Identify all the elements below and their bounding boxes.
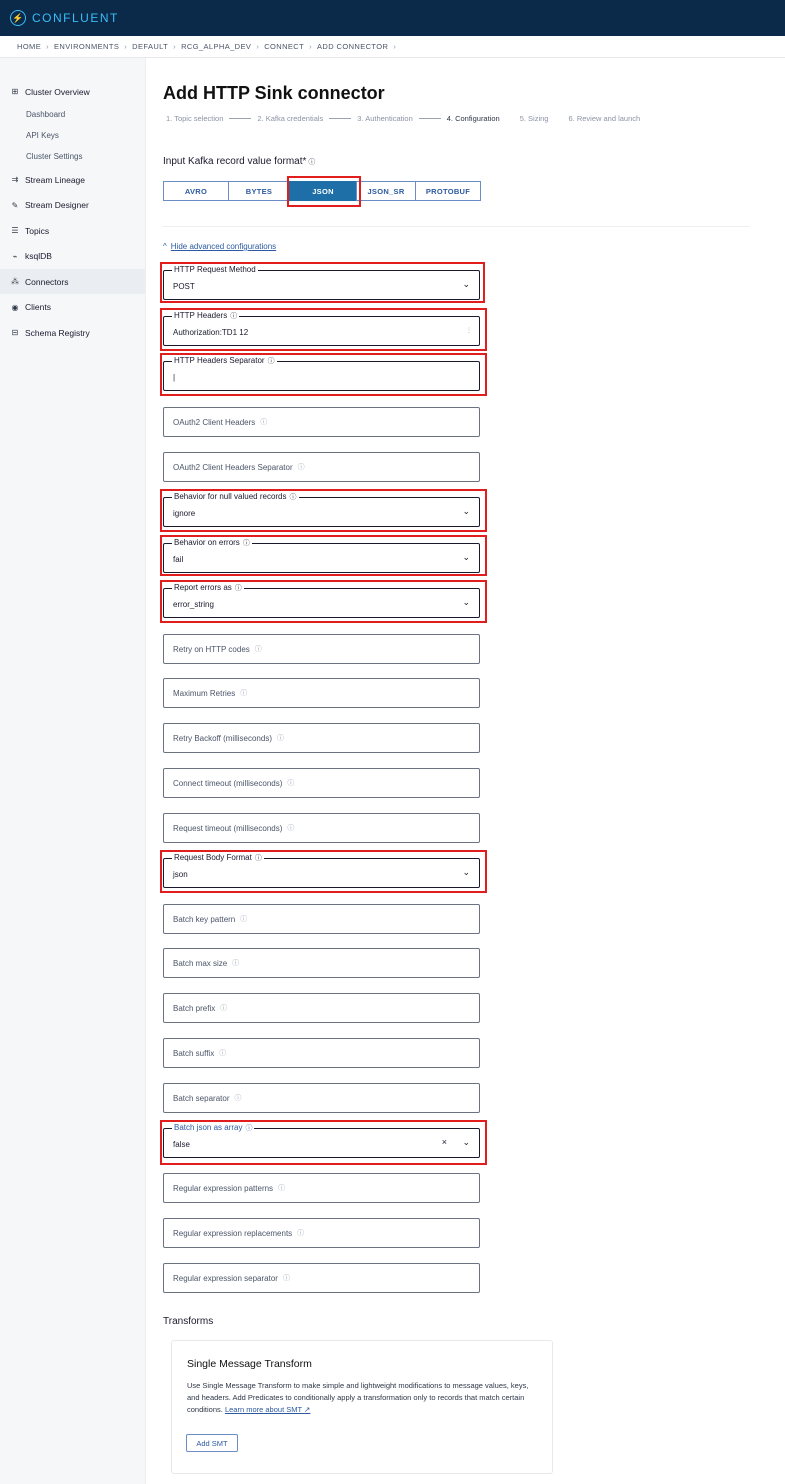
schema-icon: ⊟ bbox=[11, 328, 19, 338]
info-icon[interactable]: ⓘ bbox=[245, 1125, 253, 1132]
sidebar-item-clients[interactable] bbox=[0, 294, 145, 320]
batch-separator-input[interactable] bbox=[163, 1083, 480, 1113]
sidebar-item-label: Cluster Overview bbox=[25, 86, 90, 97]
field-value: json bbox=[173, 870, 188, 879]
breadcrumb-separator: › bbox=[393, 42, 397, 51]
sidebar-item-stream-lineage[interactable] bbox=[0, 167, 145, 193]
format-option-json-sr[interactable]: JSON_SR bbox=[356, 181, 416, 201]
behavior-null-values-select[interactable] bbox=[163, 492, 480, 527]
field-label: HTTP Request Method bbox=[174, 265, 256, 274]
info-icon[interactable]: ⓘ bbox=[219, 1050, 227, 1057]
batch-prefix-input[interactable] bbox=[163, 993, 480, 1023]
field-label: HTTP Headers Separator ⓘ bbox=[174, 356, 275, 365]
step-review-launch[interactable]: 6. Review and launch bbox=[568, 114, 641, 123]
field-label: Batch suffix ⓘ bbox=[173, 1048, 227, 1058]
info-icon[interactable]: ⓘ bbox=[297, 1230, 305, 1237]
request-timeout-input[interactable] bbox=[163, 813, 480, 843]
step-topic-selection[interactable]: 1. Topic selection bbox=[166, 114, 224, 123]
learn-more-smt-link[interactable]: Learn more about SMT ↗ bbox=[224, 1405, 311, 1414]
grid-icon: ⊞ bbox=[11, 87, 19, 97]
breadcrumb-separator: › bbox=[173, 42, 177, 51]
field-label: Retry Backoff (milliseconds) ⓘ bbox=[173, 733, 284, 743]
field-label: Request timeout (milliseconds) ⓘ bbox=[173, 823, 295, 833]
step-authentication[interactable]: 3. Authentication bbox=[357, 114, 413, 123]
pen-icon: ✎ bbox=[11, 200, 19, 210]
section-divider bbox=[163, 226, 749, 227]
step-connector bbox=[329, 118, 351, 119]
info-icon[interactable]: ⓘ bbox=[287, 825, 295, 832]
field-label: HTTP Headers ⓘ bbox=[174, 311, 238, 320]
regex-patterns-input[interactable] bbox=[163, 1173, 480, 1203]
chevron-down-icon[interactable]: ⌄ bbox=[462, 867, 470, 877]
info-icon[interactable]: ⓘ bbox=[278, 1185, 286, 1192]
breadcrumb-cluster[interactable]: RCG_ALPHA_DEV bbox=[181, 42, 252, 51]
ksqldb-icon: ⌁ bbox=[12, 251, 18, 261]
batch-key-pattern-input[interactable] bbox=[163, 904, 480, 934]
hide-advanced-link[interactable] bbox=[163, 242, 276, 251]
breadcrumb-separator: › bbox=[46, 42, 50, 51]
batch-suffix-input[interactable] bbox=[163, 1038, 480, 1068]
field-label: Regular expression replacements ⓘ bbox=[173, 1228, 305, 1238]
brand-name[interactable]: CONFLUENT bbox=[32, 11, 119, 25]
sidebar-item-label: Stream Designer bbox=[25, 200, 89, 211]
chevron-down-icon[interactable]: ⌄ bbox=[462, 506, 470, 516]
wizard-steps bbox=[166, 114, 640, 123]
info-icon[interactable]: ⓘ bbox=[260, 419, 268, 426]
sidebar-item-label: Clients bbox=[25, 302, 51, 313]
retry-on-http-codes-input[interactable] bbox=[163, 634, 480, 664]
field-value: error_string bbox=[173, 600, 214, 609]
info-icon[interactable]: ⓘ bbox=[234, 1095, 242, 1102]
step-connector bbox=[419, 118, 441, 119]
confluent-logo-icon[interactable]: ⚡ bbox=[10, 10, 26, 26]
field-label: Batch json as array ⓘ bbox=[174, 1123, 253, 1132]
smt-description bbox=[187, 1380, 539, 1416]
format-option-json[interactable]: JSON bbox=[289, 181, 357, 201]
info-icon[interactable]: ⓘ bbox=[220, 1005, 228, 1012]
field-label: Behavior for null valued records ⓘ bbox=[174, 492, 297, 501]
lineage-icon: ⇉ bbox=[11, 175, 19, 185]
breadcrumb-home[interactable]: HOME bbox=[17, 42, 42, 51]
breadcrumb-default[interactable]: DEFAULT bbox=[132, 42, 169, 51]
format-option-protobuf[interactable]: PROTOBUF bbox=[415, 181, 481, 201]
format-option-bytes[interactable]: BYTES bbox=[228, 181, 290, 201]
field-value: false bbox=[173, 1140, 190, 1149]
field-label: Report errors as ⓘ bbox=[174, 583, 242, 592]
chevron-down-icon[interactable]: ⌄ bbox=[462, 552, 470, 562]
field-value: ignore bbox=[173, 509, 196, 518]
connect-timeout-input[interactable] bbox=[163, 768, 480, 798]
sidebar-item-ksqldb[interactable] bbox=[0, 243, 145, 269]
add-smt-button[interactable]: Add SMT bbox=[186, 1434, 238, 1452]
info-icon[interactable]: ⓘ bbox=[234, 585, 242, 592]
field-label: Behavior on errors ⓘ bbox=[174, 538, 250, 547]
topics-icon: ☰ bbox=[11, 226, 19, 236]
sidebar-item-label: Topics bbox=[25, 225, 50, 236]
info-icon[interactable]: ⓘ bbox=[287, 780, 295, 787]
hide-advanced-label: Hide advanced configurations bbox=[170, 242, 277, 251]
report-errors-as-select[interactable] bbox=[163, 583, 480, 618]
info-icon[interactable]: ⓘ bbox=[230, 313, 238, 320]
sidebar-item-label: ksqlDB bbox=[25, 251, 52, 262]
field-label: Connect timeout (milliseconds) ⓘ bbox=[173, 778, 295, 788]
info-icon[interactable]: ⓘ bbox=[254, 646, 262, 653]
field-label: OAuth2 Client Headers ⓘ bbox=[173, 417, 268, 427]
external-link-icon: ↗ bbox=[304, 1405, 311, 1414]
breadcrumb-separator: › bbox=[256, 42, 260, 51]
page-title: Add HTTP Sink connector bbox=[163, 83, 385, 103]
info-icon[interactable]: ⓘ bbox=[267, 358, 275, 365]
sidebar-item-connectors[interactable] bbox=[0, 269, 145, 295]
http-request-method-select[interactable] bbox=[163, 265, 480, 300]
batch-json-as-array-select[interactable] bbox=[163, 1123, 480, 1158]
regex-separator-input[interactable] bbox=[163, 1263, 480, 1293]
sidebar-subitem-dashboard[interactable]: Dashboard bbox=[26, 110, 66, 120]
request-body-format-select[interactable] bbox=[163, 853, 480, 888]
step-kafka-credentials[interactable]: 2. Kafka credentials bbox=[257, 114, 324, 123]
step-sizing[interactable]: 5. Sizing bbox=[519, 114, 549, 123]
field-label: Batch key pattern ⓘ bbox=[173, 914, 248, 924]
batch-max-size-input[interactable] bbox=[163, 948, 480, 978]
field-value: fail bbox=[173, 555, 184, 564]
http-headers-input[interactable] bbox=[163, 311, 480, 346]
field-label: Regular expression patterns ⓘ bbox=[173, 1183, 286, 1193]
regex-replacements-input[interactable] bbox=[163, 1218, 480, 1248]
info-icon[interactable]: ⓘ bbox=[254, 855, 262, 862]
sidebar-item-stream-designer[interactable] bbox=[0, 192, 145, 218]
info-icon[interactable]: ⓘ bbox=[308, 159, 316, 166]
behavior-on-errors-select[interactable] bbox=[163, 538, 480, 573]
breadcrumb-connect[interactable]: CONNECT bbox=[264, 42, 305, 51]
transforms-heading: Transforms bbox=[163, 1316, 214, 1327]
chevron-down-icon[interactable]: ⌄ bbox=[462, 279, 470, 289]
http-headers-separator-input[interactable] bbox=[163, 356, 480, 391]
sidebar-item-topics[interactable] bbox=[0, 218, 145, 244]
step-configuration[interactable]: 4. Configuration bbox=[446, 114, 500, 123]
chevron-down-icon[interactable]: ⌄ bbox=[462, 1137, 470, 1147]
sidebar-subitem-api-keys[interactable]: API Keys bbox=[26, 131, 59, 141]
field-label: OAuth2 Client Headers Separator ⓘ bbox=[173, 462, 305, 472]
retry-backoff-input[interactable] bbox=[163, 723, 480, 753]
sidebar-item-schema-registry[interactable] bbox=[0, 320, 145, 346]
top-bar bbox=[0, 0, 785, 36]
sidebar bbox=[0, 58, 146, 1484]
info-icon[interactable]: ⓘ bbox=[232, 960, 240, 967]
clear-icon[interactable]: × bbox=[441, 1137, 447, 1147]
field-value: Authorization:TD1 12 bbox=[173, 328, 249, 337]
sidebar-item-label: Connectors bbox=[25, 276, 69, 287]
info-icon[interactable]: ⓘ bbox=[289, 494, 297, 501]
breadcrumb bbox=[0, 36, 785, 58]
chevron-up-icon: ^ bbox=[163, 242, 167, 251]
info-icon[interactable]: ⓘ bbox=[282, 1275, 290, 1282]
field-value: POST bbox=[173, 282, 195, 291]
step-connector bbox=[229, 118, 251, 119]
info-icon[interactable]: ⓘ bbox=[240, 690, 248, 697]
chevron-down-icon[interactable]: ⌄ bbox=[462, 597, 470, 607]
field-label: Regular expression separator ⓘ bbox=[173, 1273, 290, 1283]
connectors-icon: ⁂ bbox=[11, 277, 19, 287]
breadcrumb-separator: › bbox=[309, 42, 313, 51]
info-icon[interactable]: ⓘ bbox=[297, 464, 305, 471]
field-label: Retry on HTTP codes ⓘ bbox=[173, 644, 262, 654]
field-label: Request Body Format ⓘ bbox=[174, 853, 262, 862]
info-icon[interactable]: ⓘ bbox=[242, 540, 250, 547]
sidebar-item-cluster-overview[interactable] bbox=[0, 79, 145, 105]
field-label: Batch separator ⓘ bbox=[173, 1093, 242, 1103]
format-label bbox=[163, 156, 315, 167]
smt-card-title: Single Message Transform bbox=[187, 1358, 312, 1370]
field-label: Batch prefix ⓘ bbox=[173, 1003, 228, 1013]
info-icon[interactable]: ⓘ bbox=[277, 735, 284, 742]
breadcrumb-environments[interactable]: ENVIRONMENTS bbox=[54, 42, 120, 51]
sidebar-subitem-cluster-settings[interactable]: Cluster Settings bbox=[26, 151, 83, 161]
smt-description-text: Use Single Message Transform to make simple and lightweight modifications to message values, keys, and headers. Add Predicates to conditionally apply a transformation only to records that match certain conditions. bbox=[187, 1381, 529, 1414]
field-value: | bbox=[173, 373, 176, 382]
sidebar-item-label: Schema Registry bbox=[25, 327, 90, 338]
resize-handle-icon: ⋮ bbox=[466, 328, 472, 334]
breadcrumb-add-connector[interactable]: ADD CONNECTOR bbox=[317, 42, 389, 51]
clients-icon: ◉ bbox=[11, 302, 19, 312]
format-selector bbox=[163, 181, 481, 201]
smt-card bbox=[171, 1340, 553, 1474]
info-icon[interactable]: ⓘ bbox=[240, 916, 248, 923]
sidebar-item-label: Stream Lineage bbox=[25, 174, 86, 185]
breadcrumb-separator: › bbox=[124, 42, 128, 51]
format-option-avro[interactable]: AVRO bbox=[163, 181, 229, 201]
format-label-text: Input Kafka record value format* bbox=[163, 156, 307, 167]
field-label: Maximum Retries ⓘ bbox=[173, 688, 248, 698]
field-label: Batch max size ⓘ bbox=[173, 958, 240, 968]
oauth2-client-headers-input[interactable] bbox=[163, 407, 480, 437]
oauth2-client-headers-separator-input[interactable] bbox=[163, 452, 480, 482]
maximum-retries-input[interactable] bbox=[163, 678, 480, 708]
